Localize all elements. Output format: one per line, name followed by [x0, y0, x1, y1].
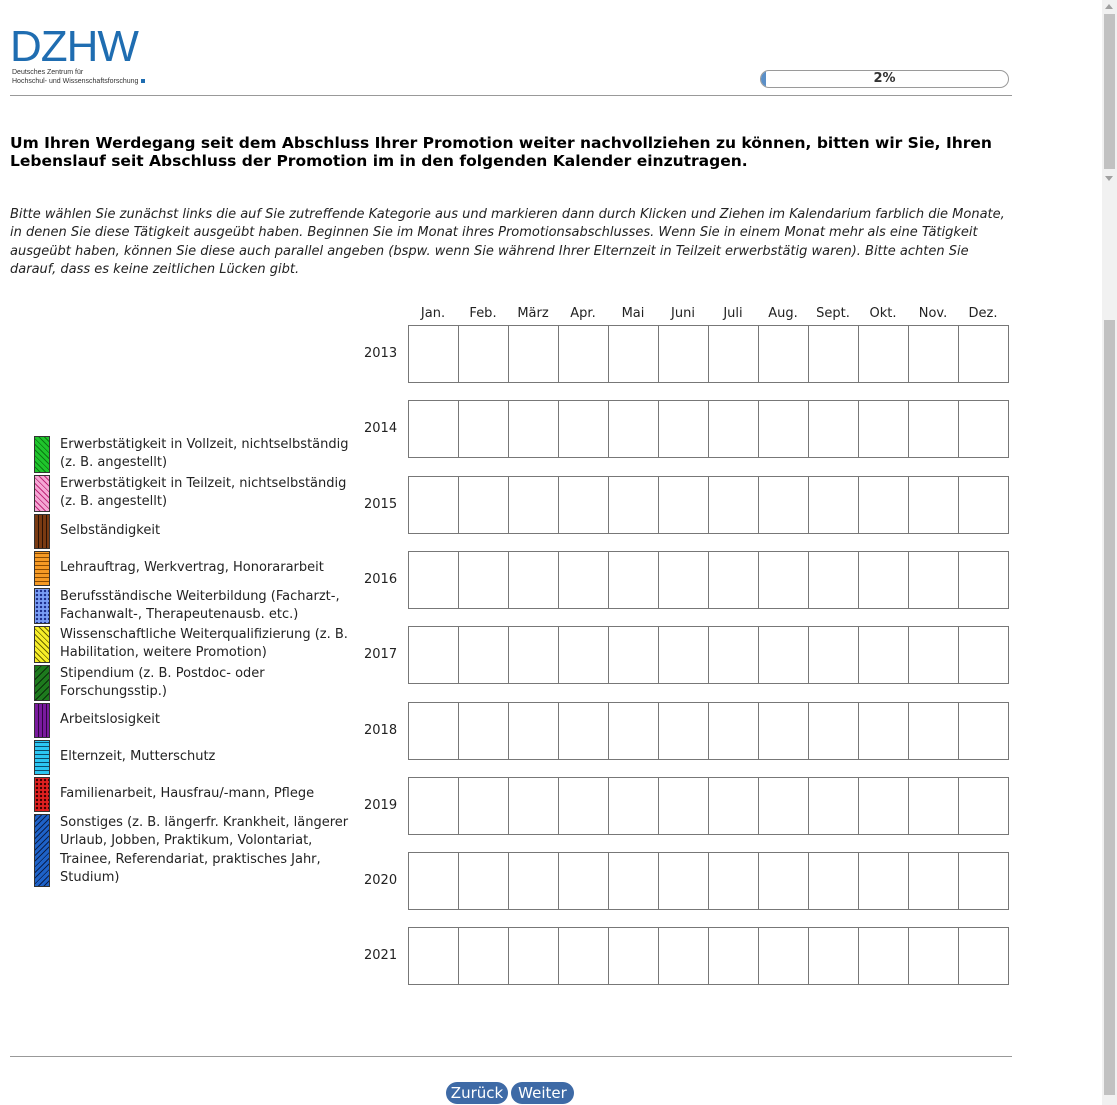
year-row	[360, 927, 1010, 985]
month-cell[interactable]	[508, 702, 559, 760]
footer-divider	[10, 1056, 1012, 1057]
month-cell[interactable]	[608, 325, 659, 383]
month-header: Dez.	[968, 306, 998, 321]
month-cell[interactable]	[658, 400, 709, 458]
month-cell[interactable]	[808, 626, 859, 684]
month-cell[interactable]	[558, 325, 609, 383]
vertical-scrollbar[interactable]	[1102, 0, 1117, 1105]
instruction-text: Bitte wählen Sie zunächst links die auf Sie zutreffende Kategorie aus und markieren dann durch Klicken und Ziehen im Kalendarium farblich die Monate, in denen Sie diese Tätigkeit ausgeübt haben. Beginnen Sie im Monat ihres Promotionsabschlusses. Wenn Sie in einem Monat mehr als eine Tätigkeit ausgeübt haben, können Sie diese auch parallel angeben (bspw. wenn Sie während Ihrer Elternzeit in Teilzeit erwerbstätig waren). Bitte achten Sie darauf, dass es keine zeitlichen Lücken gibt.	[10, 207, 1005, 277]
month-cell[interactable]	[908, 325, 959, 383]
month-cell[interactable]	[608, 702, 659, 760]
month-cell[interactable]	[608, 777, 659, 835]
month-cell[interactable]	[508, 626, 559, 684]
legend-label: Sonstiges (z. B. längerfr. Krankheit, längerer Urlaub, Jobben, Praktikum, Volontariat, Trainee, Referendariat, praktisches Jahr, Studium)	[60, 815, 349, 885]
month-header: Juli	[723, 306, 743, 321]
month-cell[interactable]	[808, 852, 859, 910]
month-cell[interactable]	[808, 551, 859, 609]
month-cell[interactable]	[458, 852, 509, 910]
legend-label: Stipendium (z. B. Postdoc- oder Forschungsstip.)	[60, 666, 265, 700]
month-cell[interactable]	[708, 702, 759, 760]
swatch-parental-leave-icon[interactable]	[34, 740, 50, 775]
month-cell[interactable]	[408, 551, 459, 609]
month-header: März	[517, 306, 549, 321]
month-cell[interactable]	[708, 400, 759, 458]
month-cell[interactable]	[658, 702, 709, 760]
month-cell[interactable]	[808, 325, 859, 383]
month-cell[interactable]	[558, 927, 609, 985]
month-cell[interactable]	[408, 777, 459, 835]
month-cell[interactable]	[958, 777, 1009, 835]
month-cell[interactable]	[608, 400, 659, 458]
month-header: Mai	[621, 306, 645, 321]
month-cell[interactable]	[958, 852, 1009, 910]
month-cell[interactable]	[458, 400, 509, 458]
month-cell[interactable]	[908, 551, 959, 609]
swatch-parttime-icon[interactable]	[34, 475, 50, 512]
progress-label: 2%	[873, 71, 896, 86]
month-cell[interactable]	[908, 927, 959, 985]
month-header: Sept.	[816, 306, 850, 321]
month-cell[interactable]	[508, 400, 559, 458]
month-cell[interactable]	[558, 551, 609, 609]
dzhw-logo	[10, 22, 150, 86]
month-cell[interactable]	[908, 400, 959, 458]
month-cell[interactable]	[408, 702, 459, 760]
year-row	[360, 702, 1010, 760]
year-row	[360, 626, 1010, 684]
scroll-up-arrow-icon[interactable]	[1105, 4, 1113, 9]
logo-wordmark: DZHW	[10, 22, 138, 71]
progress-bar	[760, 70, 1009, 88]
month-cell[interactable]	[408, 476, 459, 534]
swatch-academic-qualification-icon[interactable]	[34, 626, 50, 663]
month-cell[interactable]	[908, 777, 959, 835]
month-cell[interactable]	[558, 626, 609, 684]
month-cell[interactable]	[858, 325, 909, 383]
month-cell[interactable]	[708, 927, 759, 985]
legend-label: Elternzeit, Mutterschutz	[60, 749, 216, 764]
month-cell[interactable]	[708, 852, 759, 910]
month-cell[interactable]	[658, 927, 709, 985]
month-cell[interactable]	[708, 626, 759, 684]
month-header: Jan.	[420, 306, 446, 321]
month-cell[interactable]	[858, 400, 909, 458]
year-row	[360, 325, 1010, 383]
year-row	[360, 777, 1010, 835]
year-label: 2018	[364, 723, 398, 738]
year-label: 2017	[364, 647, 398, 662]
month-cell[interactable]	[808, 400, 859, 458]
month-cell[interactable]	[758, 325, 809, 383]
month-cell[interactable]	[458, 626, 509, 684]
year-label: 2020	[364, 873, 398, 888]
year-row	[360, 551, 1010, 609]
month-cell[interactable]	[508, 927, 559, 985]
month-cell[interactable]	[908, 852, 959, 910]
month-cell[interactable]	[808, 927, 859, 985]
year-label: 2015	[364, 497, 398, 512]
month-cell[interactable]	[408, 626, 459, 684]
legend-label: Lehrauftrag, Werkvertrag, Honorararbeit	[60, 560, 324, 575]
month-cell[interactable]	[758, 927, 809, 985]
month-cell[interactable]	[758, 702, 809, 760]
logo-subtitle	[12, 68, 145, 86]
legend-label: Familienarbeit, Hausfrau/-mann, Pflege	[60, 786, 315, 801]
swatch-family-work-icon[interactable]	[34, 777, 50, 812]
year-label: 2013	[364, 346, 398, 361]
month-cell[interactable]	[958, 702, 1009, 760]
swatch-professional-training-icon[interactable]	[34, 588, 50, 624]
month-cell[interactable]	[608, 626, 659, 684]
legend-label: Selbständigkeit	[60, 523, 161, 538]
legend-label: Erwerbstätigkeit in Vollzeit, nichtselbständig (z. B. angestellt)	[60, 437, 349, 471]
year-label: 2019	[364, 798, 398, 813]
year-label: 2021	[364, 948, 398, 963]
month-cell[interactable]	[508, 476, 559, 534]
month-cell[interactable]	[558, 852, 609, 910]
month-cell[interactable]	[608, 551, 659, 609]
month-cell[interactable]	[608, 852, 659, 910]
month-cell[interactable]	[708, 476, 759, 534]
scroll-down-arrow-icon[interactable]	[1105, 176, 1113, 181]
month-cell[interactable]	[508, 551, 559, 609]
month-cell[interactable]	[758, 777, 809, 835]
month-cell[interactable]	[758, 626, 809, 684]
month-cell[interactable]	[458, 927, 509, 985]
month-cell[interactable]	[708, 325, 759, 383]
month-cell[interactable]	[658, 626, 709, 684]
month-cell[interactable]	[408, 400, 459, 458]
month-cell[interactable]	[658, 777, 709, 835]
logo-subtitle-line2	[12, 77, 145, 86]
month-cell[interactable]	[658, 551, 709, 609]
month-cell[interactable]	[758, 400, 809, 458]
month-cell[interactable]	[558, 476, 609, 534]
year-row	[360, 400, 1010, 458]
month-cell[interactable]	[958, 626, 1009, 684]
month-cell[interactable]	[808, 702, 859, 760]
month-cell[interactable]	[458, 325, 509, 383]
next-button[interactable]: Weiter	[511, 1082, 574, 1104]
logo-subtitle-line2-text: Hochschul- und Wissenschaftsforschung	[12, 78, 139, 85]
question-text: Um Ihren Werdegang seit dem Abschluss Ihrer Promotion weiter nachvollziehen zu können, bitten wir Sie, Ihren Lebenslauf seit Abschluss der Promotion im in den folgenden Kalender einzutragen.	[10, 134, 992, 170]
month-header: Aug.	[768, 306, 798, 321]
month-cell[interactable]	[808, 777, 859, 835]
logo-dot	[141, 79, 145, 83]
month-cell[interactable]	[858, 476, 909, 534]
month-cell[interactable]	[658, 852, 709, 910]
month-cell[interactable]	[758, 852, 809, 910]
month-header: Juni	[671, 306, 695, 321]
month-cell[interactable]	[408, 325, 459, 383]
month-cell[interactable]	[958, 551, 1009, 609]
month-cell[interactable]	[458, 702, 509, 760]
month-cell[interactable]	[658, 476, 709, 534]
month-cell[interactable]	[558, 702, 609, 760]
year-label: 2014	[364, 421, 398, 436]
legend-label: Wissenschaftliche Weiterqualifizierung (z. B. Habilitation, weitere Promotion)	[60, 627, 348, 661]
month-cell[interactable]	[508, 325, 559, 383]
year-row	[360, 476, 1010, 534]
month-cell[interactable]	[758, 476, 809, 534]
month-cell[interactable]	[608, 476, 659, 534]
month-header: Okt.	[869, 306, 897, 321]
month-cell[interactable]	[858, 626, 909, 684]
year-row	[360, 852, 1010, 910]
month-cell[interactable]	[408, 852, 459, 910]
month-cell[interactable]	[708, 777, 759, 835]
month-cell[interactable]	[408, 927, 459, 985]
month-cell[interactable]	[458, 476, 509, 534]
month-cell[interactable]	[558, 400, 609, 458]
month-cell[interactable]	[658, 325, 709, 383]
swatch-fulltime-icon[interactable]	[34, 436, 50, 473]
logo-subtitle-line1: Deutsches Zentrum für	[12, 69, 84, 76]
legend-label: Arbeitslosigkeit	[60, 712, 160, 727]
month-header: Feb.	[469, 306, 497, 321]
scrollbar-track-lower[interactable]	[1104, 320, 1115, 1095]
month-cell[interactable]	[858, 702, 909, 760]
month-cell[interactable]	[858, 551, 909, 609]
month-cell[interactable]	[958, 927, 1009, 985]
back-button[interactable]: Zurück	[446, 1082, 508, 1104]
month-cell[interactable]	[508, 777, 559, 835]
month-cell[interactable]	[758, 551, 809, 609]
legend-label: Erwerbstätigkeit in Teilzeit, nichtselbständig (z. B. angestellt)	[60, 476, 347, 510]
month-cell[interactable]	[858, 927, 909, 985]
month-cell[interactable]	[808, 476, 859, 534]
swatch-contract-icon[interactable]	[34, 551, 50, 586]
swatch-selfemployed-icon[interactable]	[34, 514, 50, 549]
month-cell[interactable]	[608, 927, 659, 985]
month-cell[interactable]	[458, 777, 509, 835]
month-cell[interactable]	[958, 325, 1009, 383]
month-cell[interactable]	[458, 551, 509, 609]
month-cell[interactable]	[858, 777, 909, 835]
scrollbar-thumb[interactable]	[1104, 14, 1115, 169]
month-cell[interactable]	[558, 777, 609, 835]
month-cell[interactable]	[958, 476, 1009, 534]
legend-label: Berufsständische Weiterbildung (Facharzt-, Fachanwalt-, Therapeutenausb. etc.)	[60, 589, 340, 623]
month-header: Nov.	[918, 306, 948, 321]
swatch-unemployment-icon[interactable]	[34, 703, 50, 738]
month-cell[interactable]	[508, 852, 559, 910]
month-cell[interactable]	[858, 852, 909, 910]
month-cell[interactable]	[908, 476, 959, 534]
swatch-other-icon[interactable]	[34, 814, 50, 887]
swatch-scholarship-icon[interactable]	[34, 665, 50, 701]
year-label: 2016	[364, 572, 398, 587]
month-cell[interactable]	[908, 626, 959, 684]
header-divider	[10, 95, 1012, 96]
month-cell[interactable]	[908, 702, 959, 760]
month-cell[interactable]	[708, 551, 759, 609]
month-cell[interactable]	[958, 400, 1009, 458]
month-header: Apr.	[570, 306, 596, 321]
